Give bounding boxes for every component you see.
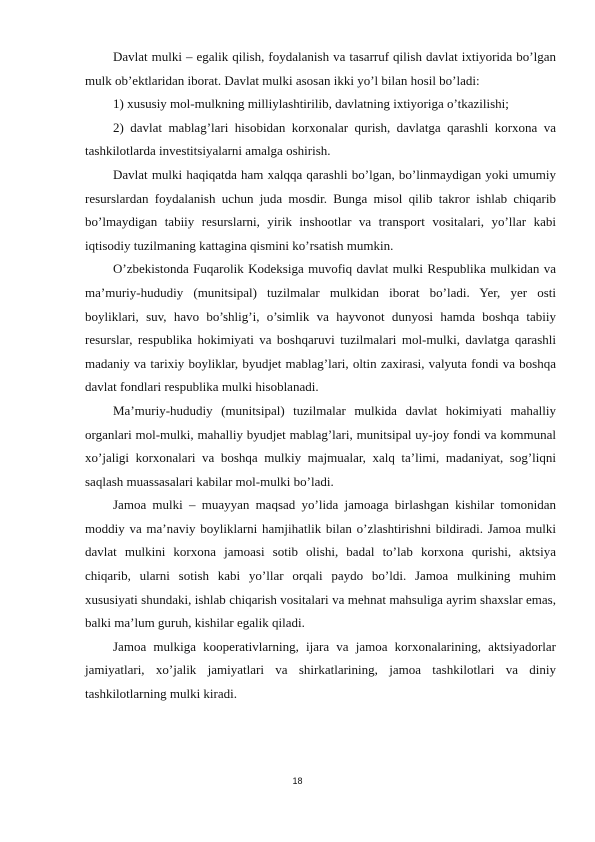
paragraph-municipal-property: Ma’muriy-hududiy (munitsipal) tuzilmalar mulkida davlat hokimiyati mahalliy organlari mol-mulki, mahalliy byudjet mablag’lari, munitsipal uy-joy fondi va kommunal xo’jaligi korxonalari va boshqa mulkiy majmualar, xalq ta’limi, madaniyat, sog’liqni saqlash muassasalari kabilar mol-mulki bo’ladi.	[85, 402, 556, 489]
paragraph-collective-property-includes: Jamoa mulkiga kooperativlarning, ijara va jamoa korxonalarining, aktsiyadorlar jamiyatlari, xo’jalik jamiyatlari va shirkatlarining, jamoa tashkilotlari va diniy tashkilotlarning mulki kiradi.	[85, 638, 556, 702]
paragraph-list-item-2: 2) davlat mablag’lari hisobidan korxonalar qurish, davlatga qarashli korxona va tashkilotlarda investitsiyalarni amalga oshirish.	[85, 119, 556, 159]
document-body	[85, 45, 556, 706]
paragraph-state-property-definition: Davlat mulki – egalik qilish, foydalanish va tasarruf qilish davlat ixtiyorida bo’lgan mulk ob’ektlaridan iborat. Davlat mulki asosan ikki yo’l bilan hosil bo’ladi:	[85, 49, 556, 88]
paragraph-list-item-1: 1) xususiy mol-mulkning milliylashtirilib, davlatning ixtiyoriga o’tkazilishi;	[113, 96, 509, 112]
page-number: 18	[292, 776, 303, 786]
paragraph-state-property-resources: Davlat mulki haqiqatda ham xalqqa qarashli bo’lgan, bo’linmaydigan yoki umumiy resurslardan foydalanish uchun juda mosdir. Bunga misol qilib takror ishlab chiqarib bo’lmaydigan tabiiy resurslarni, yirik inshootlar va transport vositalari, yo’llar kabi iqtisodiy tuzilmaning kattagina qismini ko’rsatish mumkin.	[85, 166, 556, 253]
paragraph-civil-code: O’zbekistonda Fuqarolik Kodeksiga muvofiq davlat mulki Respublika mulkidan va ma’muriy-hududiy (munitsipal) tuzilmalar mulkidan iborat bo’ladi. Yer, yer osti boyliklari, suv, havo bo’shlig’i, o’simlik va hayvonot dunyosi hamda boshqa tabiiy resurslar, respublika hokimiyati va boshqaruvi tuzilmalari mol-mulki, davlatga qarashli madaniy va tarixiy boyliklar, byudjet mablag’lari, oltin zaxirasi, valyuta fondi va boshqa davlat fondlari respublika mulki hisoblanadi.	[85, 261, 556, 395]
paragraph-collective-property: Jamoa mulki – muayyan maqsad yo’lida jamoaga birlashgan kishilar tomonidan moddiy va ma’naviy boyliklarni hamjihatlik bilan o’zlashtirishni bildiradi. Jamoa mulki davlat mulkini korxona jamoasi sotib olishi, badal to’lab korxona qurishi, aktsiya chiqarib, ularni sotish kabi yo’llar orqali paydo bo’ldi. Jamoa mulkining muhim xususiyati shundaki, ishlab chiqarish vositalari va mehnat mahsuliga ayrim shaxslar emas, balki ma’lum guruh, kishilar egalik qiladi.	[85, 497, 556, 631]
